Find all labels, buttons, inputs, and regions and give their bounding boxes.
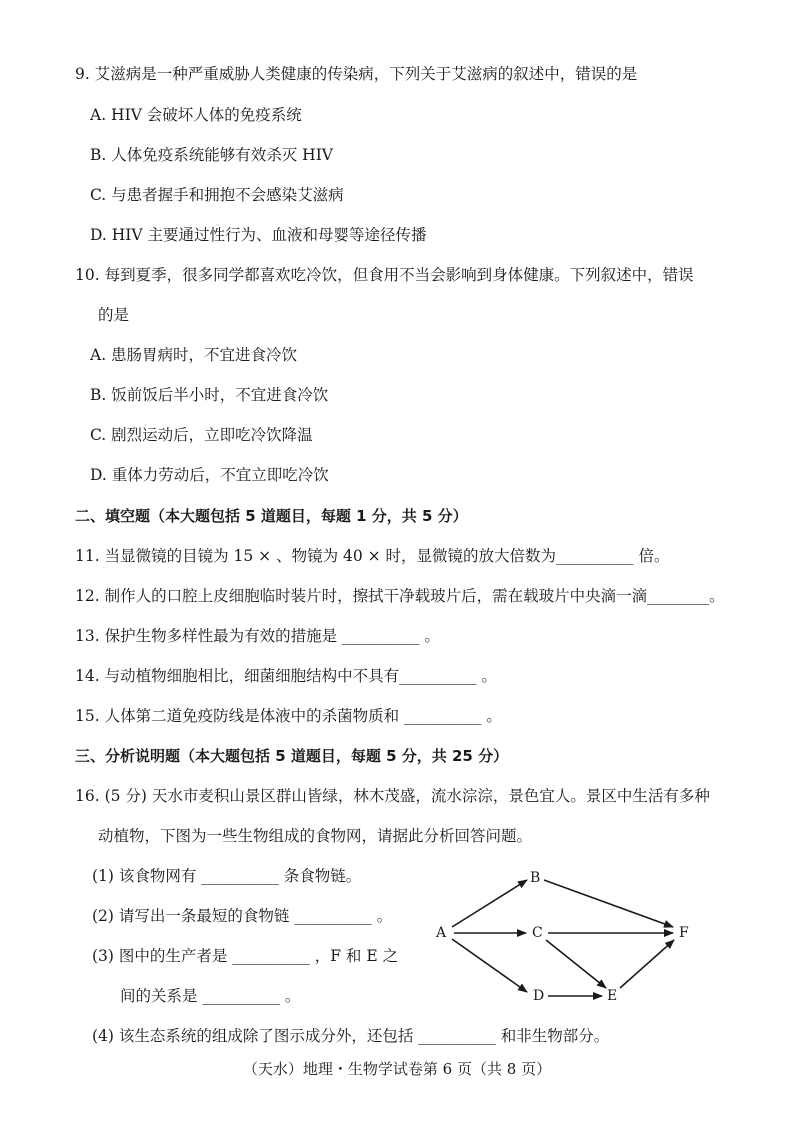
q10-option-c: C. 剧烈运动后，立即吃冷饮降温 bbox=[90, 426, 313, 444]
q16-sub4: (4) 该生态系统的组成除了图示成分外，还包括 __________ 和非生物部分。 bbox=[92, 1027, 610, 1045]
q10-option-a: A. 患肠胃病时，不宜进食冷饮 bbox=[90, 346, 298, 364]
node-c: C bbox=[532, 925, 543, 941]
section3-title: 三、分析说明题（本大题包括 5 道题目，每题 5 分，共 25 分） bbox=[75, 747, 509, 765]
q16-stem-line2: 动植物，下图为一些生物组成的食物网，请据此分析回答问题。 bbox=[98, 827, 533, 845]
q11: 11. 当显微镜的目镜为 15 × 、物镜为 40 × 时，显微镜的放大倍数为__________ 倍。 bbox=[75, 547, 670, 565]
q9-option-d: D. HIV 主要通过性行为、血液和母婴等途径传播 bbox=[90, 226, 427, 244]
q16-sub3-line2: 间的关系是 __________ 。 bbox=[120, 987, 301, 1005]
node-a: A bbox=[436, 925, 447, 941]
node-e: E bbox=[607, 988, 618, 1004]
q13: 13. 保护生物多样性最为有效的措施是 __________ 。 bbox=[75, 627, 440, 645]
q10-option-d: D. 重体力劳动后，不宜立即吃冷饮 bbox=[90, 466, 329, 484]
q10-stem-line1: 10. 每到夏季，很多同学都喜欢吃冷饮，但食用不当会影响到身体健康。下列叙述中，错误 bbox=[75, 266, 694, 284]
edge-a-d bbox=[452, 939, 527, 992]
edge-a-b bbox=[452, 880, 527, 927]
q12: 12. 制作人的口腔上皮细胞临时装片时，擦拭干净载玻片后，需在载玻片中央滴一滴________。 bbox=[75, 587, 725, 605]
node-f: F bbox=[679, 925, 689, 941]
q16-sub3-line1: (3) 图中的生产者是 __________ ，F 和 E 之 bbox=[92, 947, 399, 965]
q10-stem-line2: 的是 bbox=[98, 306, 130, 324]
q9-stem: 9. 艾滋病是一种严重威胁人类健康的传染病，下列关于艾滋病的叙述中，错误的是 bbox=[75, 65, 638, 83]
node-b: B bbox=[530, 870, 541, 886]
edge-c-e bbox=[546, 940, 606, 988]
q9-option-b: B. 人体免疫系统能够有效杀灭 HIV bbox=[90, 146, 334, 164]
section2-title: 二、填空题（本大题包括 5 道题目，每题 1 分，共 5 分） bbox=[75, 507, 468, 525]
q9-option-c: C. 与患者握手和拥抱不会感染艾滋病 bbox=[90, 186, 344, 204]
q16-stem-line1: 16. (5 分) 天水市麦积山景区群山皆绿，林木茂盛，流水淙淙，景色宜人。景区中生活有多种 bbox=[75, 787, 710, 805]
q9-option-a: A. HIV 会破坏人体的免疫系统 bbox=[90, 106, 302, 124]
page-footer: （天水）地理・生物学试卷第 6 页（共 8 页） bbox=[242, 1060, 552, 1078]
q16-sub2: (2) 请写出一条最短的食物链 __________ 。 bbox=[92, 907, 393, 925]
q16-sub1: (1) 该食物网有 __________ 条食物链。 bbox=[92, 867, 362, 885]
edge-e-f bbox=[620, 940, 674, 988]
node-d: D bbox=[533, 988, 545, 1004]
q14: 14. 与动植物细胞相比，细菌细胞结构中不具有__________ 。 bbox=[75, 667, 498, 685]
q10-option-b: B. 饭前饭后半小时，不宜进食冷饮 bbox=[90, 386, 329, 404]
q15: 15. 人体第二道免疫防线是体液中的杀菌物质和 __________ 。 bbox=[75, 707, 502, 725]
edge-b-f bbox=[544, 880, 673, 927]
